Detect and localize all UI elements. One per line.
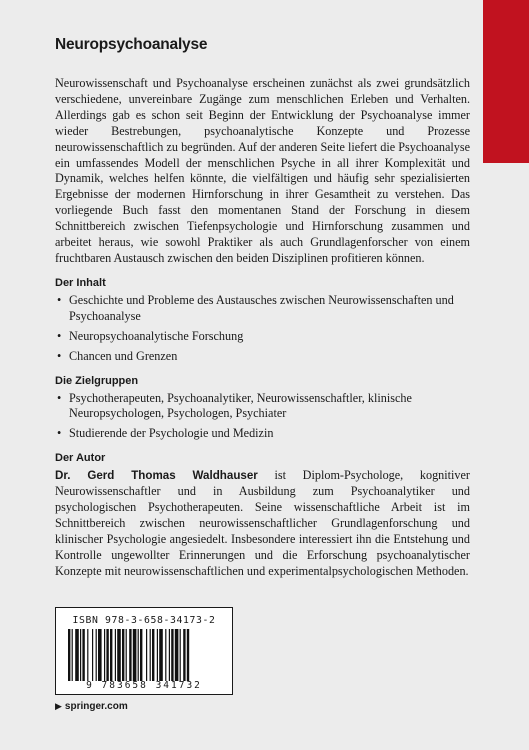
ean-digits: 9 783658 341732 bbox=[86, 680, 202, 691]
book-title: Neuropsychoanalyse bbox=[55, 36, 208, 53]
list-item: • Chancen und Grenzen bbox=[55, 349, 470, 365]
isbn-text: ISBN 978-3-658-34173-2 bbox=[72, 615, 216, 626]
author-paragraph bbox=[55, 468, 470, 579]
author-name: Dr. Gerd Thomas Waldhauser bbox=[55, 469, 258, 483]
author-bio: ist Diplom-Psychologe, kognitiver Neurowissenschaftler und in Ausbildung zum Psychoanalytiker und psychologischen Psychotherapeuten. Seine wissenschaftliche Arbeit ist im Schnittbereich zwischen neurowissenschaftlicher Grundlagenforschung und klinischer Psychologie angesiedelt. Insbesondere interessiert ihn die Entstehung und Kontrolle ungewollter Erinnerungen und die Erforschung psychoanalytischer Konzepte mit neurowissenschaftlichen und experimentalpsychologischen Methoden. bbox=[55, 468, 470, 578]
list-item: • Studierende der Psychologie und Medizin bbox=[55, 426, 470, 442]
arrow-right-icon: ▶ bbox=[55, 701, 62, 711]
isbn-barcode bbox=[55, 607, 233, 695]
list-item: • Neuropsychoanalytische Forschung bbox=[55, 329, 470, 345]
contents-list bbox=[55, 293, 470, 365]
intro-paragraph: Neurowissenschaft und Psychoanalyse erscheinen zunächst als zwei grundsätzlich verschiedene, unvereinbare Zugänge zum menschlichen Erleben und Verhalten. Allerdings gab es schon seit Beginn der Entwicklung der Psychoanalyse immer wieder Bestrebungen, psychoanalytische Konzepte und Prozesse neurowissenschaftlich zu begründen. Auf der anderen Seite liefert die Psychoanalyse ein umfassendes Modell der menschlichen Psyche in all ihrer Komplexität und Dynamik, welches helfen könnte, die vielfältigen und häufig sehr spezialisierten Ergebnisse der modernen Hirnforschung in ihrer Gesamtheit zu verstehen. Das vorliegende Buch fasst den momentanen Stand der Forschung in diesem Schnittbereich zwischen Tiefenpsychologie und Hirnforschung zusammen und arbeitet heraus, wie sowohl Praktiker als auch Grundlagenforscher von einem fruchtbaren Austausch zwischen den beiden Disziplinen profitieren können. bbox=[55, 76, 470, 265]
contents-heading: Der Inhalt bbox=[55, 276, 106, 289]
audience-list bbox=[55, 391, 470, 443]
publisher-url: springer.com bbox=[64, 701, 128, 712]
accent-bar bbox=[483, 0, 529, 163]
barcode-icon bbox=[68, 629, 222, 681]
publisher-link[interactable] bbox=[55, 701, 128, 712]
back-cover-text bbox=[55, 36, 470, 580]
author-heading: Der Autor bbox=[55, 452, 106, 465]
list-item: • Psychotherapeuten, Psychoanalytiker, Neurowissenschaftler, klinische Neuropsychologen, Psychologen, Psychiater bbox=[55, 391, 470, 423]
audience-heading: Die Zielgruppen bbox=[55, 374, 139, 387]
list-item: • Geschichte und Probleme des Austausches zwischen Neurowissenschaften und Psychoanalyse bbox=[55, 293, 470, 325]
